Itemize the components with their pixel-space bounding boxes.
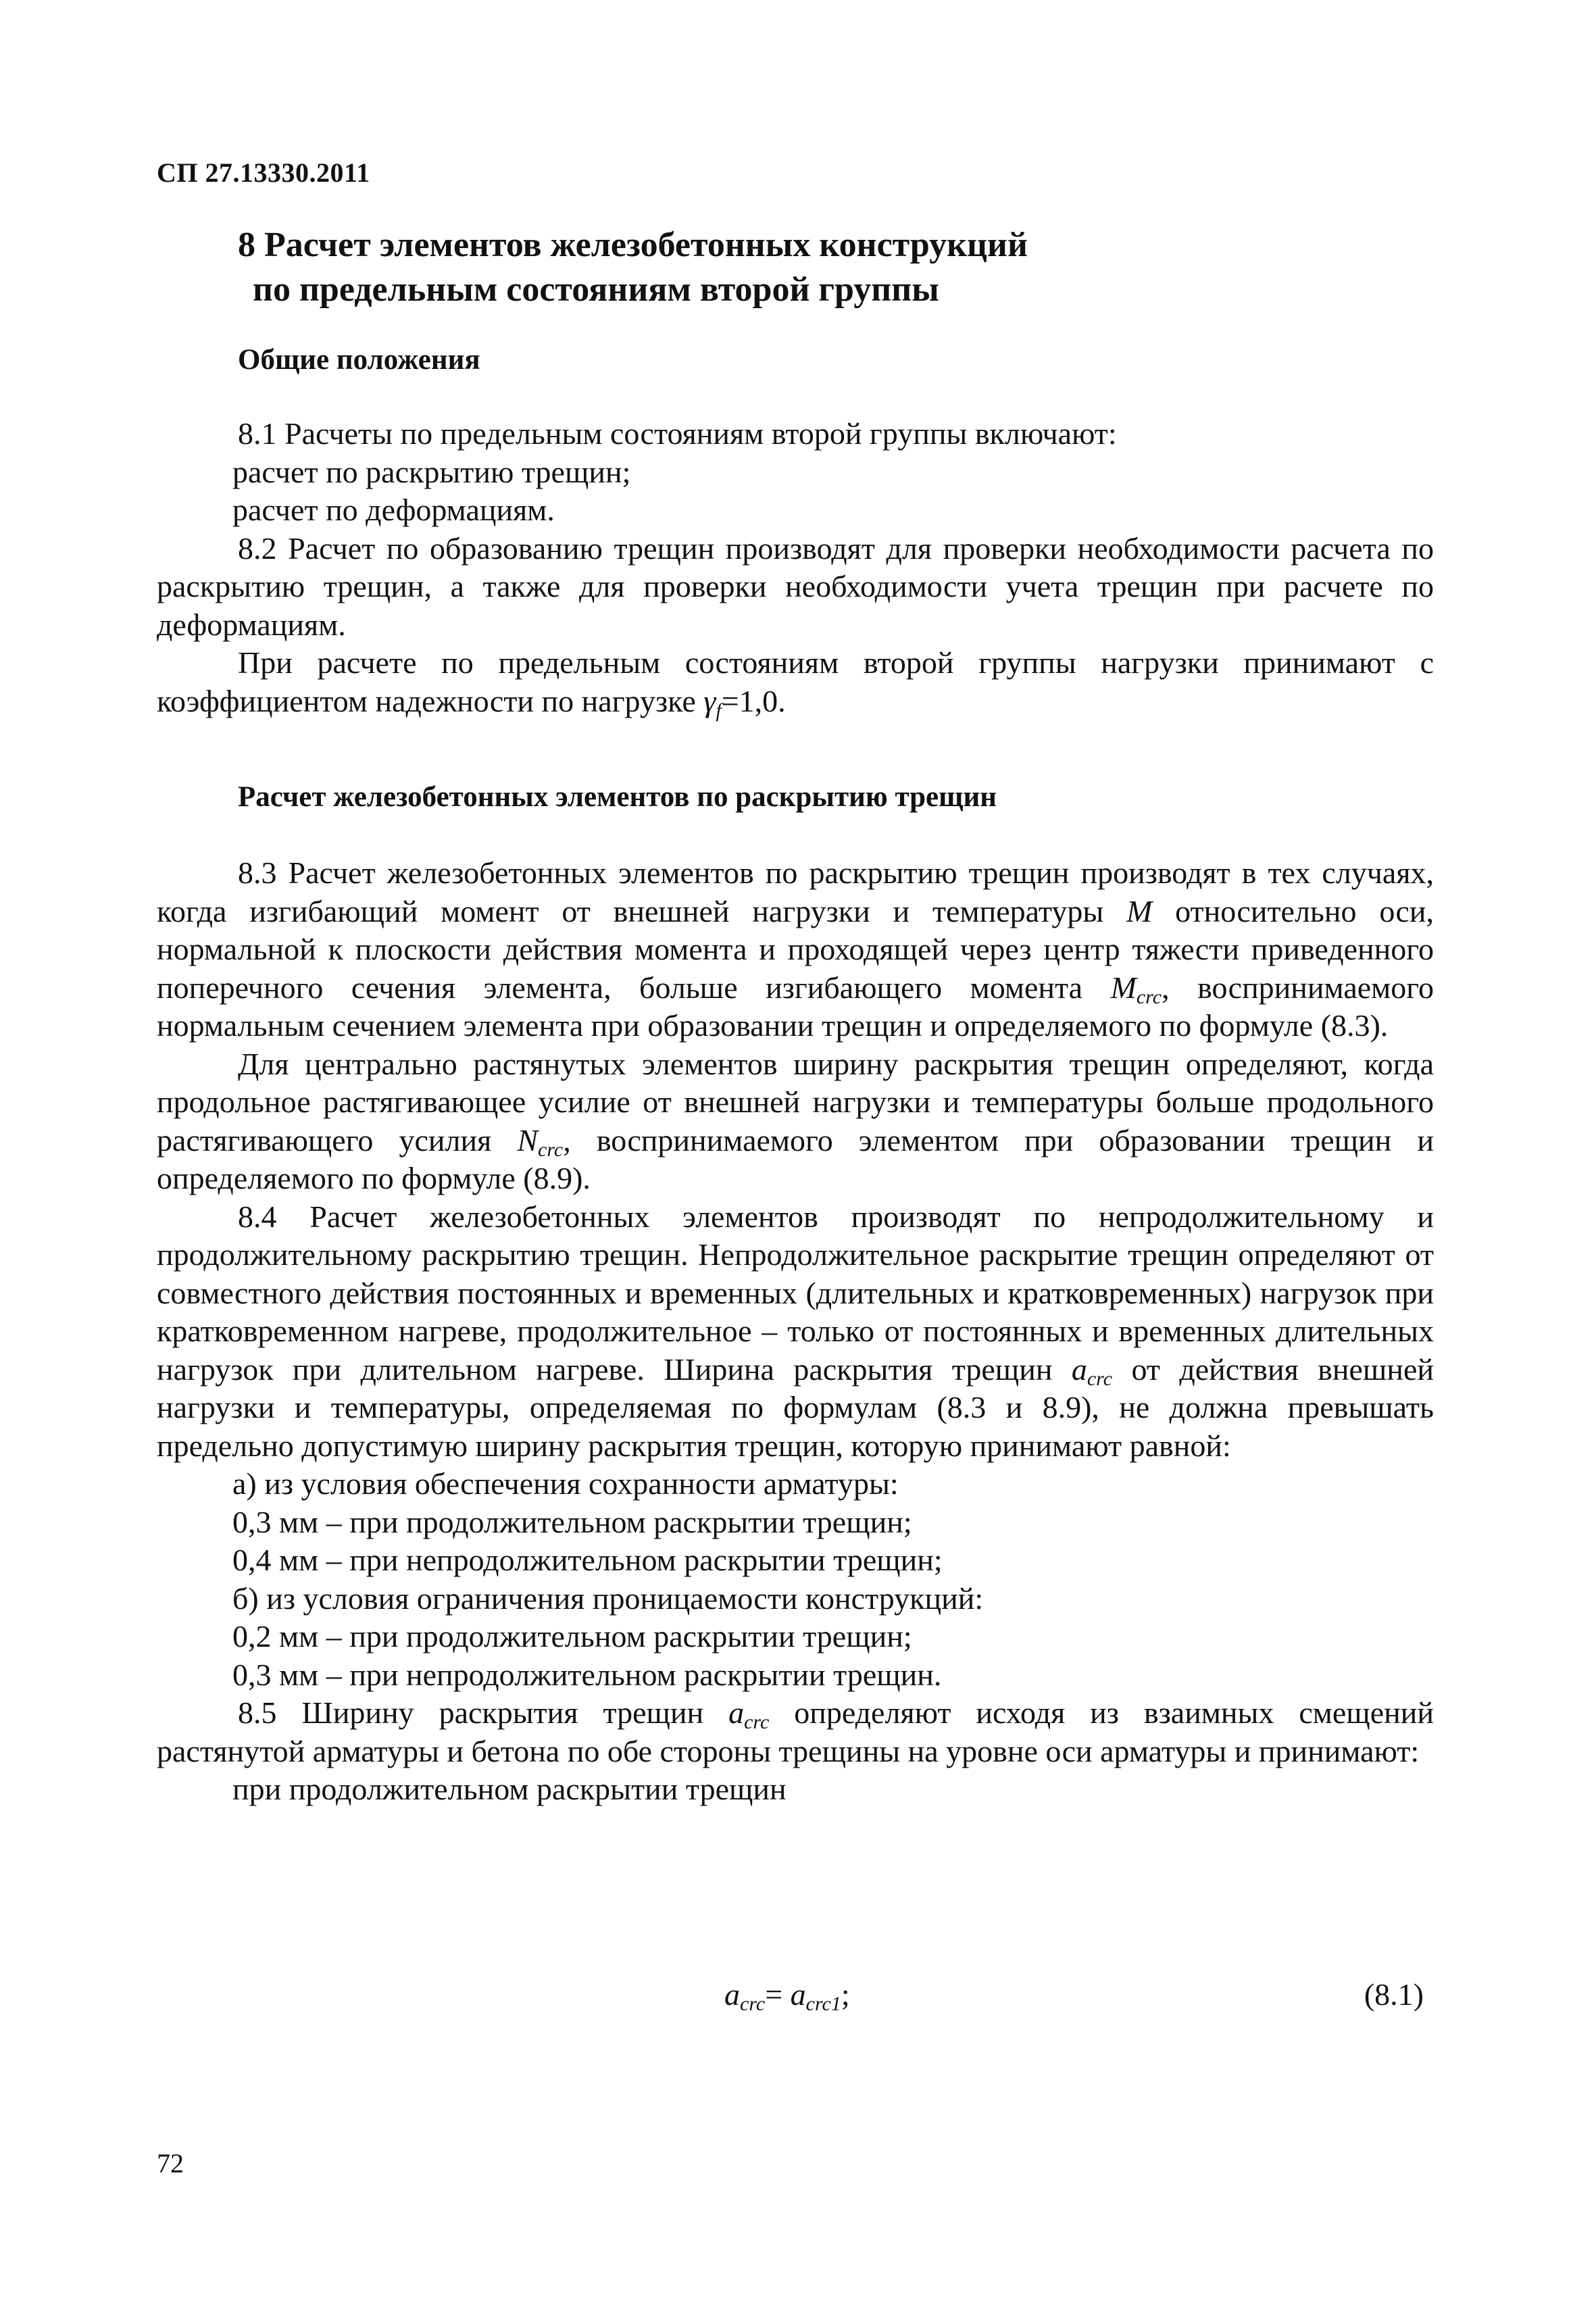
lead-in-long-term: при продолжительном раскрытии трещин xyxy=(232,1772,787,1806)
formula-rhs-subscript: crc1 xyxy=(805,1993,841,2015)
paragraph-text: =1,0. xyxy=(721,683,786,718)
paragraph-load-factor xyxy=(157,644,1434,720)
paragraph-text: от действия внешней нагрузки и температуры, определяемая по формулам (8.3 и 8.9), не должна превышать предельно допустимую ширину раскрытия трещин, которую принимают равной: xyxy=(157,1351,1435,1463)
paragraph-text: , воспринимаемого элементом при образовании трещин и определяемого по формуле (8.9). xyxy=(157,1122,1434,1195)
paragraph-text: 8.5 Ширину раскрытия трещин xyxy=(238,1695,729,1730)
gamma-symbol: γ xyxy=(703,683,716,718)
paragraph-text: 8.3 Расчет железобетонных элементов по раскрытию трещин производят в тех случаях, когда изгибающий момент от внешней нагрузки и температуры xyxy=(157,855,1434,928)
formula-lhs: a xyxy=(724,1977,740,2012)
subheading-general: Общие положения xyxy=(238,344,480,376)
symbol-acrc: a xyxy=(1071,1351,1087,1387)
paragraph-text: , воспринимаемого нормальным сечением элемента при образовании трещин и определяемого по формуле (8.3). xyxy=(157,970,1434,1043)
crack-opening-text xyxy=(157,854,1434,1809)
symbol-acrc: a xyxy=(728,1695,745,1730)
formula-end: ; xyxy=(841,1977,850,2012)
section-title xyxy=(238,223,1028,312)
list-item-a-1: 0,3 мм – при продолжительном раскрытии трещин; xyxy=(232,1504,912,1539)
formula-rhs: a xyxy=(790,1977,806,2012)
general-provisions-text xyxy=(157,415,1434,720)
paragraph-central-tension xyxy=(157,1045,1434,1198)
symbol-Mcrc: M xyxy=(1110,970,1137,1005)
symbol-M: M xyxy=(1126,893,1153,928)
document-code: СП 27.13330.2011 xyxy=(157,157,370,188)
list-item-crack-opening: расчет по раскрытию трещин; xyxy=(232,454,631,489)
list-item-a: а) из условия обеспечения сохранности арматуры: xyxy=(232,1466,899,1501)
symbol-Ncrc: N xyxy=(517,1122,539,1158)
paragraph-text: Для центрально растянутых элементов ширину раскрытия трещин определяют, когда продольное растягивающее усилие от внешней нагрузки и температуры больше продольного растягивающего усилия xyxy=(157,1046,1434,1158)
paragraph-text: определяют исходя из взаимных смещений растянутой арматуры и бетона по обе стороны трещины на уровне оси арматуры и принимают: xyxy=(157,1695,1434,1768)
paragraph-text: относительно оси, нормальной к плоскости действия момента и проходящей через центр тяжести приведенного поперечного сечения элемента, больше изгибающего момента xyxy=(157,893,1434,1005)
section-title-line-1: 8 Расчет элементов железобетонных конструкций xyxy=(238,226,1028,264)
paragraph-8-4 xyxy=(157,1198,1434,1466)
formula-equals: = xyxy=(765,1977,791,2012)
paragraph-8-5 xyxy=(157,1694,1434,1770)
subscript-crc: crc xyxy=(1136,985,1162,1008)
list-item-b-1: 0,2 мм – при продолжительном раскрытии трещин; xyxy=(232,1619,912,1653)
list-item-b-2: 0,3 мм – при непродолжительном раскрытии трещин. xyxy=(232,1657,942,1692)
paragraph-text: 8.4 Расчет железобетонных элементов производят по непродолжительному и продолжительному раскрытию трещин. Непродолжительное раскрытие трещин определяют от совместного действия постоянных и временных (длительных и кратковременных) нагрузок при кратковременном нагреве, продолжительное – только от постоянных и временных длительных нагрузок при длительном нагреве. Ширина раскрытия трещин xyxy=(157,1199,1434,1387)
formula-8-1 xyxy=(724,1976,850,2015)
subscript-crc: crc xyxy=(538,1138,564,1161)
gamma-subscript: f xyxy=(716,699,722,722)
paragraph-8-1: 8.1 Расчеты по предельным состояниям второй группы включают: xyxy=(238,416,1117,451)
section-title-line-2: по предельным состояниям второй группы xyxy=(253,270,939,309)
formula-number: (8.1) xyxy=(1364,1977,1424,2012)
formula-lhs-subscript: crc xyxy=(740,1993,766,2015)
subscript-crc: crc xyxy=(744,1711,770,1733)
list-item-b: б) из условия ограничения проницаемости конструкций: xyxy=(232,1580,984,1616)
paragraph-8-2: 8.2 Расчет по образованию трещин производят для проверки необходимости расчета по раскрытию трещин, а также для проверки необходимости учета трещин при расчете по деформациям. xyxy=(157,530,1434,642)
subheading-crack-opening: Расчет железобетонных элементов по раскрытию трещин xyxy=(238,781,997,813)
paragraph-text: При расчете по предельным состояниям второй группы нагрузки принимают с коэффициентом надежности по нагрузке xyxy=(157,645,1434,718)
paragraph-8-3 xyxy=(157,854,1434,1045)
subscript-crc: crc xyxy=(1087,1367,1113,1390)
list-item-deformations: расчет по деформациям. xyxy=(232,493,555,527)
page-number: 72 xyxy=(157,2148,184,2179)
list-item-a-2: 0,4 мм – при непродолжительном раскрытии трещин; xyxy=(232,1543,943,1577)
